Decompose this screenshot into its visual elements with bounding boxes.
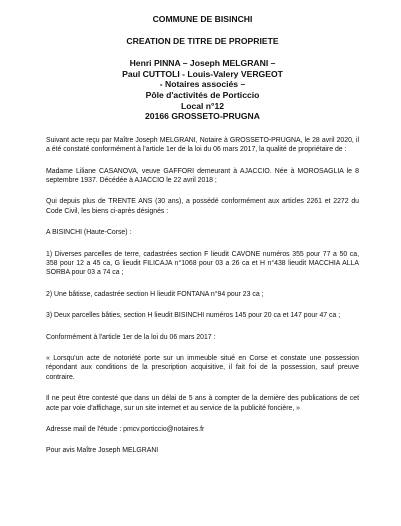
commune-heading: COMMUNE DE BISINCHI	[152, 14, 253, 24]
parcel-item-2: 2) Une bâtisse, cadastrée section H lieudit FONTANA n°94 pour 23 ca ;	[46, 290, 264, 298]
law-quote-paragraph: « Lorsqu'un acte de notoriété porte sur un immeuble situé en Corse et constate une possession répondant aux conditions de la prescription acquisitive, il fait foi de la possession, sauf preuve contraire.	[46, 355, 359, 381]
possession-paragraph: Qui depuis plus de TRENTE ANS (30 ans), a possédé conformément aux articles 2261 et 2272 du Code Civil, les biens ci-après désignés :	[46, 198, 359, 215]
parcel-item-1: 1) Diverses parcelles de terre, cadastrées section F lieudit CAVONE numéros 355 pour 77 a 50 ca, 358 pour 12 a 45 ca, G lieudit FILICAJA n°1068 pour 03 a 26 ca et H n°438 lieudit MACCHIA ALLA SORBA pour 03 a 74 ca ;	[46, 250, 359, 277]
signature-line: Pour avis Maître Joseph MELGRANI	[46, 447, 159, 455]
law-reference-paragraph: Conformément à l'article 1er de la loi du 06 mars 2017 :	[46, 333, 216, 341]
notaries-line: Henri PINNA – Joseph MELGRANI –	[129, 58, 276, 69]
notaries-line: - Notaires associés –	[159, 79, 246, 90]
deed-paragraph: Suivant acte reçu par Maître Joseph MELGRANI, Notaire à GROSSETO-PRUGNA, le 28 avril 2020, il a été constaté conformément à l'article 1er de la loi du 06 mars 2017, la qualité de propriétaire de :	[46, 136, 359, 154]
location-paragraph: A BISINCHI (Haute-Corse) :	[46, 229, 132, 237]
email-address-line: Adresse mail de l'étude : pmcv.porticcio@notaires.fr	[46, 426, 205, 434]
contest-deadline-paragraph: Il ne peut être contesté que dans un délai de 5 ans à compter de la dernière des publications de cet acte par voie d'affichage, sur un site internet et au service de la publicité foncière, »	[46, 395, 359, 412]
notice-title: CREATION DE TITRE DE PROPRIETE	[126, 35, 279, 46]
notaries-line: Paul CUTTOLI - Louis-Valery VERGEOT	[122, 68, 283, 79]
office-address-line: Local n°12	[180, 100, 225, 111]
office-address-line: 20166 GROSSETO-PRUGNA	[145, 111, 260, 122]
notaries-block	[46, 58, 359, 122]
owner-paragraph: Madame Liliane CASANOVA, veuve GAFFORI demeurant à AJACCIO. Née à MOROSAGLIA le 8 septembre 1937. Décédée à AJACCIO le 22 avril 2018 ;	[46, 167, 359, 184]
office-address-line: Pôle d'activités de Porticcio	[145, 89, 260, 100]
parcel-item-3: 3) Deux parcelles bâties, section H lieudit BISINCHI numéros 145 pour 20 ca et 147 pour 47 ca ;	[46, 312, 341, 320]
notice-body	[46, 136, 359, 456]
